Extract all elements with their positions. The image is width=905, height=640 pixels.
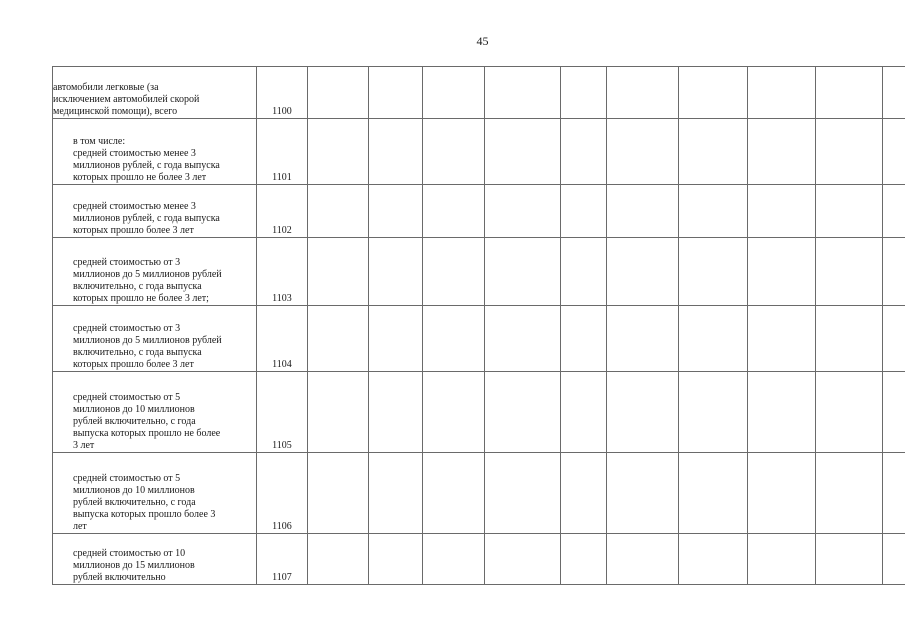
empty-value-cell[interactable]	[607, 306, 679, 372]
empty-value-cell[interactable]	[883, 185, 905, 238]
row-code: 1107	[257, 534, 308, 585]
empty-value-cell[interactable]	[561, 119, 607, 185]
empty-value-cell[interactable]	[485, 238, 561, 306]
empty-value-cell[interactable]	[308, 119, 369, 185]
empty-value-cell[interactable]	[423, 453, 485, 534]
empty-value-cell[interactable]	[748, 306, 816, 372]
empty-value-cell[interactable]	[748, 185, 816, 238]
empty-value-cell[interactable]	[883, 372, 905, 453]
empty-value-cell[interactable]	[883, 238, 905, 306]
empty-value-cell[interactable]	[748, 372, 816, 453]
empty-value-cell[interactable]	[607, 372, 679, 453]
empty-value-cell[interactable]	[679, 453, 748, 534]
empty-value-cell[interactable]	[423, 67, 485, 119]
empty-value-cell[interactable]	[423, 534, 485, 585]
empty-value-cell[interactable]	[748, 534, 816, 585]
empty-value-cell[interactable]	[423, 185, 485, 238]
row-label: средней стоимостью от 5 миллионов до 10 миллионов рублей включительно, с года выпуска которых прошло не более 3 лет	[53, 372, 257, 453]
empty-value-cell[interactable]	[679, 372, 748, 453]
empty-value-cell[interactable]	[748, 119, 816, 185]
empty-value-cell[interactable]	[607, 534, 679, 585]
row-label: средней стоимостью от 3 миллионов до 5 миллионов рублей включительно, с года выпуска которых прошло не более 3 лет;	[53, 238, 257, 306]
empty-value-cell[interactable]	[679, 534, 748, 585]
empty-value-cell[interactable]	[607, 119, 679, 185]
table-row	[53, 238, 905, 306]
row-label: автомобили легковые (за исключением автомобилей скорой медицинской помощи), всего	[53, 67, 257, 119]
empty-value-cell[interactable]	[485, 119, 561, 185]
row-code: 1100	[257, 67, 308, 119]
empty-value-cell[interactable]	[369, 238, 423, 306]
empty-value-cell[interactable]	[816, 453, 883, 534]
empty-value-cell[interactable]	[607, 67, 679, 119]
empty-value-cell[interactable]	[816, 372, 883, 453]
empty-value-cell[interactable]	[485, 306, 561, 372]
empty-value-cell[interactable]	[883, 119, 905, 185]
empty-value-cell[interactable]	[369, 534, 423, 585]
empty-value-cell[interactable]	[561, 453, 607, 534]
empty-value-cell[interactable]	[369, 372, 423, 453]
empty-value-cell[interactable]	[561, 67, 607, 119]
row-label: средней стоимостью от 3 миллионов до 5 миллионов рублей включительно, с года выпуска которых прошло более 3 лет	[53, 306, 257, 372]
empty-value-cell[interactable]	[748, 238, 816, 306]
empty-value-cell[interactable]	[485, 67, 561, 119]
empty-value-cell[interactable]	[883, 534, 905, 585]
row-code: 1106	[257, 453, 308, 534]
empty-value-cell[interactable]	[369, 306, 423, 372]
empty-value-cell[interactable]	[423, 372, 485, 453]
empty-value-cell[interactable]	[816, 306, 883, 372]
row-code: 1103	[257, 238, 308, 306]
empty-value-cell[interactable]	[308, 534, 369, 585]
empty-value-cell[interactable]	[816, 238, 883, 306]
empty-value-cell[interactable]	[369, 185, 423, 238]
empty-value-cell[interactable]	[748, 67, 816, 119]
empty-value-cell[interactable]	[561, 306, 607, 372]
empty-value-cell[interactable]	[369, 453, 423, 534]
row-label: средней стоимостью от 5 миллионов до 10 миллионов рублей включительно, с года выпуска которых прошло более 3 лет	[53, 453, 257, 534]
empty-value-cell[interactable]	[679, 119, 748, 185]
empty-value-cell[interactable]	[816, 534, 883, 585]
row-label: средней стоимостью от 10 миллионов до 15 миллионов рублей включительно	[53, 534, 257, 585]
empty-value-cell[interactable]	[308, 185, 369, 238]
empty-value-cell[interactable]	[883, 67, 905, 119]
empty-value-cell[interactable]	[679, 185, 748, 238]
row-code: 1102	[257, 185, 308, 238]
table-row	[53, 372, 905, 453]
empty-value-cell[interactable]	[679, 306, 748, 372]
empty-value-cell[interactable]	[561, 238, 607, 306]
table-row	[53, 453, 905, 534]
empty-value-cell[interactable]	[423, 238, 485, 306]
row-code: 1105	[257, 372, 308, 453]
empty-value-cell[interactable]	[308, 306, 369, 372]
empty-value-cell[interactable]	[561, 185, 607, 238]
empty-value-cell[interactable]	[369, 119, 423, 185]
vehicle-form-table	[52, 66, 905, 585]
empty-value-cell[interactable]	[308, 238, 369, 306]
empty-value-cell[interactable]	[816, 119, 883, 185]
table-row	[53, 534, 905, 585]
empty-value-cell[interactable]	[816, 185, 883, 238]
empty-value-cell[interactable]	[607, 185, 679, 238]
empty-value-cell[interactable]	[423, 119, 485, 185]
empty-value-cell[interactable]	[607, 453, 679, 534]
row-code: 1101	[257, 119, 308, 185]
empty-value-cell[interactable]	[369, 67, 423, 119]
table-row	[53, 67, 905, 119]
empty-value-cell[interactable]	[748, 453, 816, 534]
empty-value-cell[interactable]	[485, 185, 561, 238]
empty-value-cell[interactable]	[485, 453, 561, 534]
empty-value-cell[interactable]	[607, 238, 679, 306]
row-label: в том числе: средней стоимостью менее 3 миллионов рублей, с года выпуска которых прошло не более 3 лет	[53, 119, 257, 185]
empty-value-cell[interactable]	[679, 238, 748, 306]
empty-value-cell[interactable]	[485, 372, 561, 453]
empty-value-cell[interactable]	[308, 372, 369, 453]
empty-value-cell[interactable]	[883, 453, 905, 534]
table-row	[53, 306, 905, 372]
empty-value-cell[interactable]	[485, 534, 561, 585]
empty-value-cell[interactable]	[679, 67, 748, 119]
empty-value-cell[interactable]	[308, 67, 369, 119]
empty-value-cell[interactable]	[561, 372, 607, 453]
row-label: средней стоимостью менее 3 миллионов рублей, с года выпуска которых прошло более 3 лет	[53, 185, 257, 238]
table-row	[53, 185, 905, 238]
empty-value-cell[interactable]	[423, 306, 485, 372]
table-row	[53, 119, 905, 185]
empty-value-cell[interactable]	[308, 453, 369, 534]
empty-value-cell[interactable]	[561, 534, 607, 585]
empty-value-cell[interactable]	[816, 67, 883, 119]
page-number: 45	[476, 34, 489, 48]
empty-value-cell[interactable]	[883, 306, 905, 372]
row-code: 1104	[257, 306, 308, 372]
